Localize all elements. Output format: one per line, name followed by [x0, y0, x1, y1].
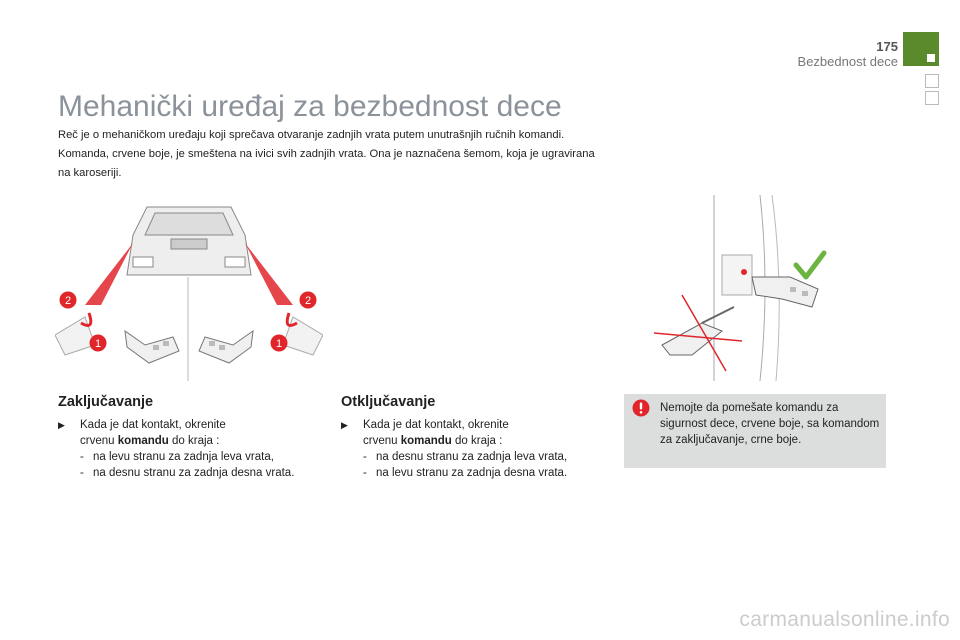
list-item: - na desnu stranu za zadnja leva vrata,: [363, 449, 621, 465]
warning-box: [624, 394, 886, 468]
car-rear-illustration: [127, 207, 251, 275]
warning-icon: [632, 399, 650, 417]
child-lock-illustration: [55, 195, 323, 381]
page-title: Mehanički uređaj za bezbednost dece: [58, 90, 562, 123]
key-left-illustration: [125, 331, 179, 363]
svg-text:1: 1: [275, 338, 283, 350]
step-marker-2-right: [300, 292, 317, 309]
correct-check-icon: [796, 253, 824, 277]
unlocking-heading: Otključavanje: [341, 394, 436, 410]
intro-text: Reč je o mehaničkom uređaju koji sprečava otvaranje zadnjih vrata putem unutrašnjih ručnih komandi. Komanda, crvene boje, je smeštena na ivici svih zadnjih vrata. Ona je naznačena šemom, koja je ugravirana na karoseriji.: [58, 129, 595, 179]
section-name: Bezbednost dece: [797, 54, 898, 69]
locking-heading: Zaključavanje: [58, 394, 154, 410]
page-number: 175: [876, 39, 898, 54]
list-item: - na levu stranu za zadnja desna vrata.: [363, 465, 621, 481]
unlocking-line2: crvenu komandu do kraja :: [363, 435, 503, 447]
door-edge-illustration: [652, 195, 830, 381]
warning-text: Nemojte da pomešate komandu za sigurnost dece, crvene boje, sa komandom za zaključavanje, crne boje.: [660, 402, 880, 446]
key-red-illustration: [752, 277, 818, 307]
unlocking-line1: Kada je dat kontakt, okrenite: [363, 419, 509, 431]
section-tab-outline: [925, 91, 939, 105]
list-item: - na levu stranu za zadnja leva vrata,: [80, 449, 338, 465]
arrow-bullet-icon: ▶: [58, 420, 65, 430]
svg-text:2: 2: [304, 295, 312, 307]
svg-text:2: 2: [64, 295, 72, 307]
locking-line2: crvenu komandu do kraja :: [80, 435, 220, 447]
watermark: carmanualsonline.info: [739, 608, 950, 631]
list-item: - na desnu stranu za zadnja desna vrata.: [80, 465, 338, 481]
step-marker-1-left: [90, 335, 107, 352]
step-marker-1-right: [271, 335, 288, 352]
locking-instructions: [58, 417, 338, 481]
unlocking-instructions: [341, 417, 621, 481]
section-tab: [903, 32, 939, 66]
key-right-illustration: [199, 331, 253, 363]
section-tab-outline: [925, 74, 939, 88]
step-marker-2-left: [60, 292, 77, 309]
locking-line1: Kada je dat kontakt, okrenite: [80, 419, 226, 431]
svg-text:1: 1: [94, 338, 102, 350]
key-black-illustration: [662, 307, 734, 355]
arrow-bullet-icon: ▶: [341, 420, 348, 430]
